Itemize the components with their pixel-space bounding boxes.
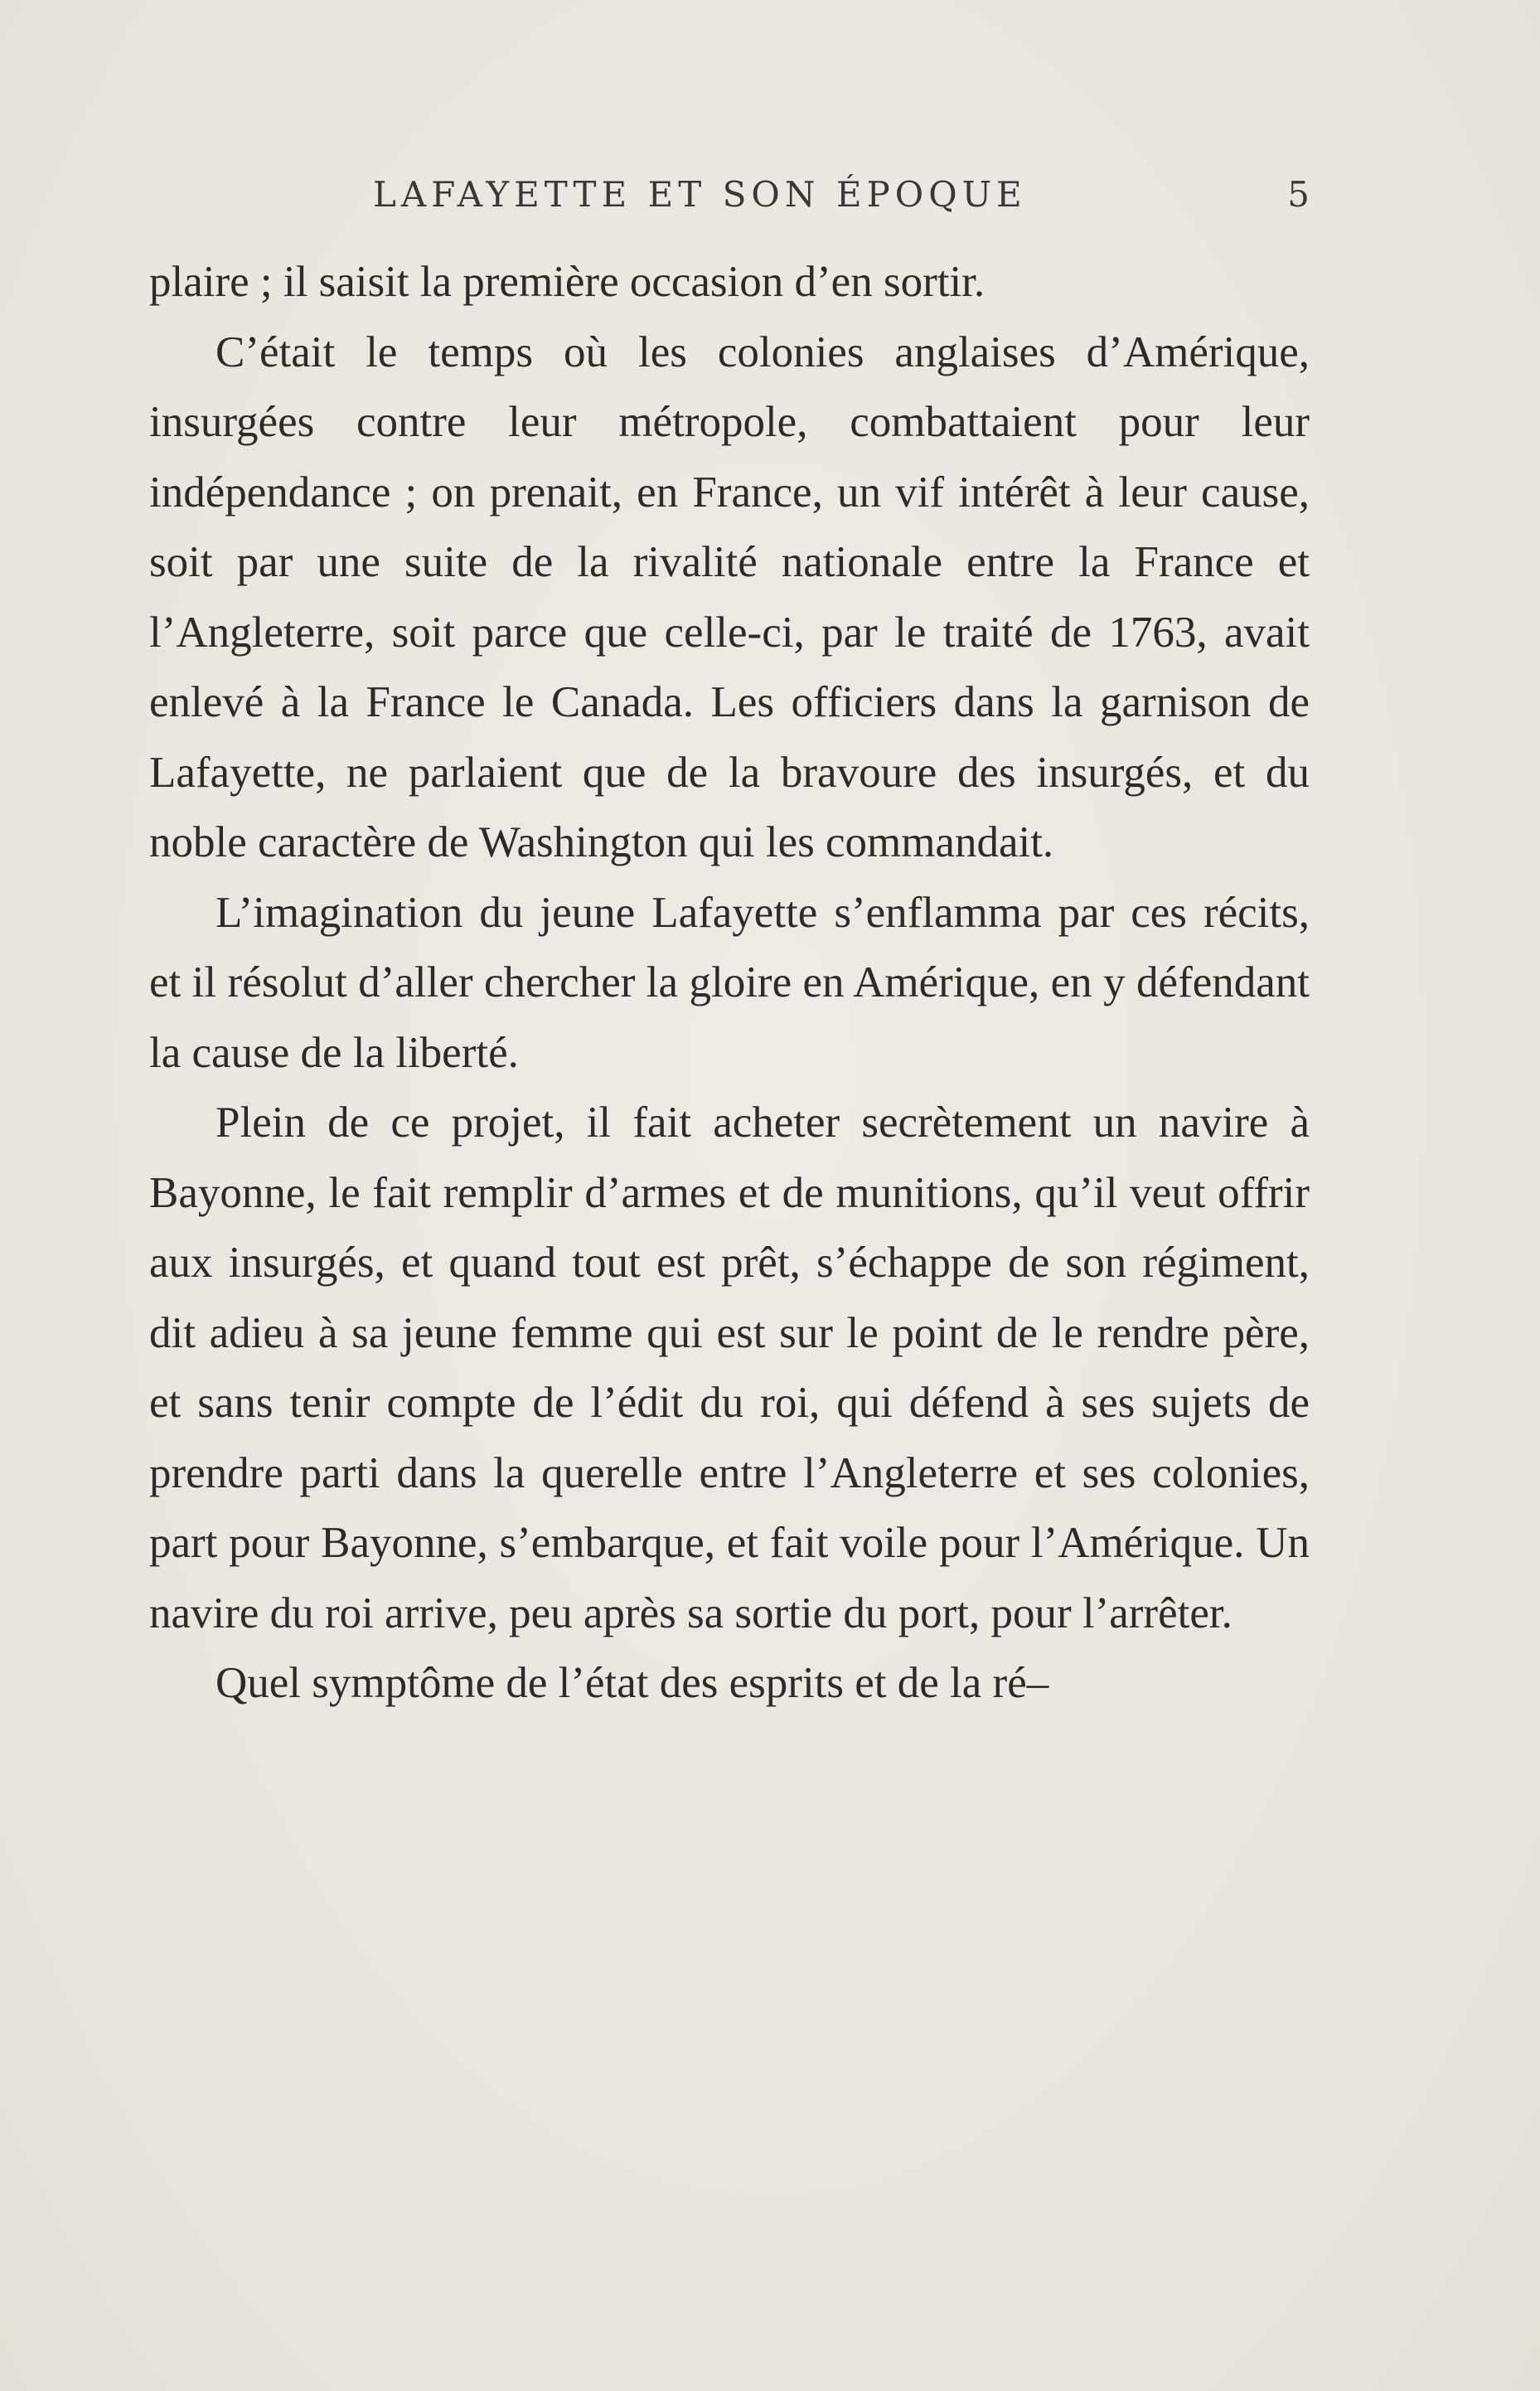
paragraph-projet: Plein de ce projet, il fait acheter secrètement un navire à Bayonne, le fait remplir d’armes et de munitions, qu’il veut offrir aux insurgés, et quand tout est prêt, s’échappe de son régiment, dit adieu à sa jeune femme qui est sur le point de le rendre père, et sans tenir compte de l’édit du roi, qui défend à ses sujets de prendre parti dans la querelle entre l’Angleterre et ses colonies, part pour Bayonne, s’embarque, et fait voile pour l’Amérique. Un navire du roi arrive, peu après sa sortie du port, pour l’arrêter. xyxy=(149,1099,1310,1637)
page-header xyxy=(149,174,1310,224)
paragraph-symptome: Quel symptôme de l’état des esprits et de la ré– xyxy=(216,1659,1049,1707)
paragraph-colonies: C’était le temps où les colonies anglaises d’Amérique, insurgées contre leur métropole, combattaient pour leur indépendance ; on prenait, en France, un vif intérêt à leur cause, soit par une suite de la rivalité nationale entre la France et l’Angleterre, soit parce que celle-ci, par le traité de 1763, avait enlevé à la France le Canada. Les officiers dans la garnison de Lafayette, ne parlaient que de la bravoure des insurgés, et du noble caractère de Washington qui les commandait. xyxy=(149,327,1310,866)
page-number: 5 xyxy=(1287,174,1310,215)
body-text xyxy=(149,247,1310,1719)
paragraph-imagination: L’imagination du jeune Lafayette s’enflamma par ces récits, et il résolut d’aller chercher la gloire en Amérique, en y défendant la cause de la liberté. xyxy=(149,888,1310,1077)
running-title: LAFAYETTE ET SON ÉPOQUE xyxy=(373,174,1027,215)
paragraph-continuation: plaire ; il saisit la première occasion d’en sortir. xyxy=(149,258,986,306)
